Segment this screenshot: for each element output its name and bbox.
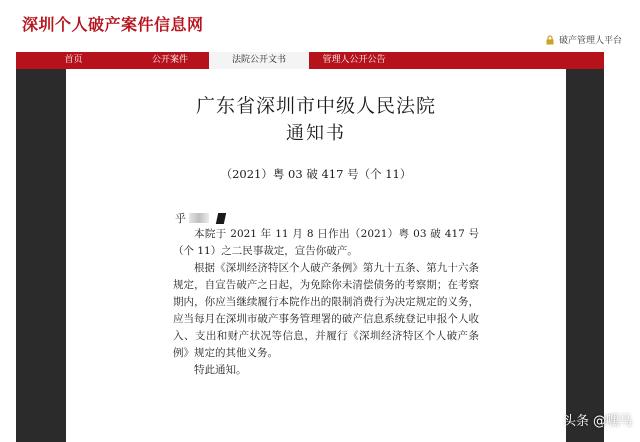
paragraph: 本院于 2021 年 11 月 8 日作出（2021）粤 03 破 417 号（个 11）之二民事裁定，宣告你破产。	[173, 228, 479, 257]
source-watermark	[563, 410, 632, 429]
addressee-name: 乎	[175, 212, 186, 225]
redaction-blur	[189, 213, 209, 223]
watermark-handle: @嘿马	[592, 414, 632, 429]
document-title: 通知书	[286, 123, 346, 144]
case-number: （2021）粤 03 破 417 号（个 11）	[220, 167, 412, 181]
nav-item-home[interactable]: 首页	[64, 55, 83, 65]
document-page	[66, 69, 566, 442]
nav-item-court-documents[interactable]: 法院公开文书	[209, 52, 309, 69]
redaction-mark	[216, 213, 226, 224]
addressee	[175, 210, 225, 226]
paragraph: 根据《深圳经济特区个人破产条例》第九十五条、第九十六条规定，自宣告破产之日起，为免除你未清偿债务的考察期；在考察期内，你应当继续履行本院作出的限制消费行为决定规定的义务，应当每月在深圳市破产事务管理署的破产信息系统登记申报个人收入、支出和财产状况等信息，并履行《深圳经济特区个人破产条例》规定的其他义务。	[173, 262, 479, 359]
watermark-source: 头条	[562, 414, 589, 429]
paragraph: 特此通知。	[194, 364, 247, 376]
nav-item-public-cases[interactable]: 公开案件	[151, 55, 188, 65]
lock-icon	[545, 35, 555, 45]
document-body	[173, 226, 479, 379]
admin-platform-link[interactable]	[545, 33, 622, 46]
site-header	[0, 0, 640, 52]
nav-item-administrator-notices[interactable]: 管理人公开公告	[322, 55, 386, 65]
main-nav	[16, 52, 604, 69]
admin-platform-label: 破产管理人平台	[558, 36, 622, 46]
document-viewer[interactable]	[16, 69, 604, 442]
site-title[interactable]: 深圳个人破产案件信息网	[22, 15, 204, 34]
court-name: 广东省深圳市中级人民法院	[195, 95, 436, 117]
